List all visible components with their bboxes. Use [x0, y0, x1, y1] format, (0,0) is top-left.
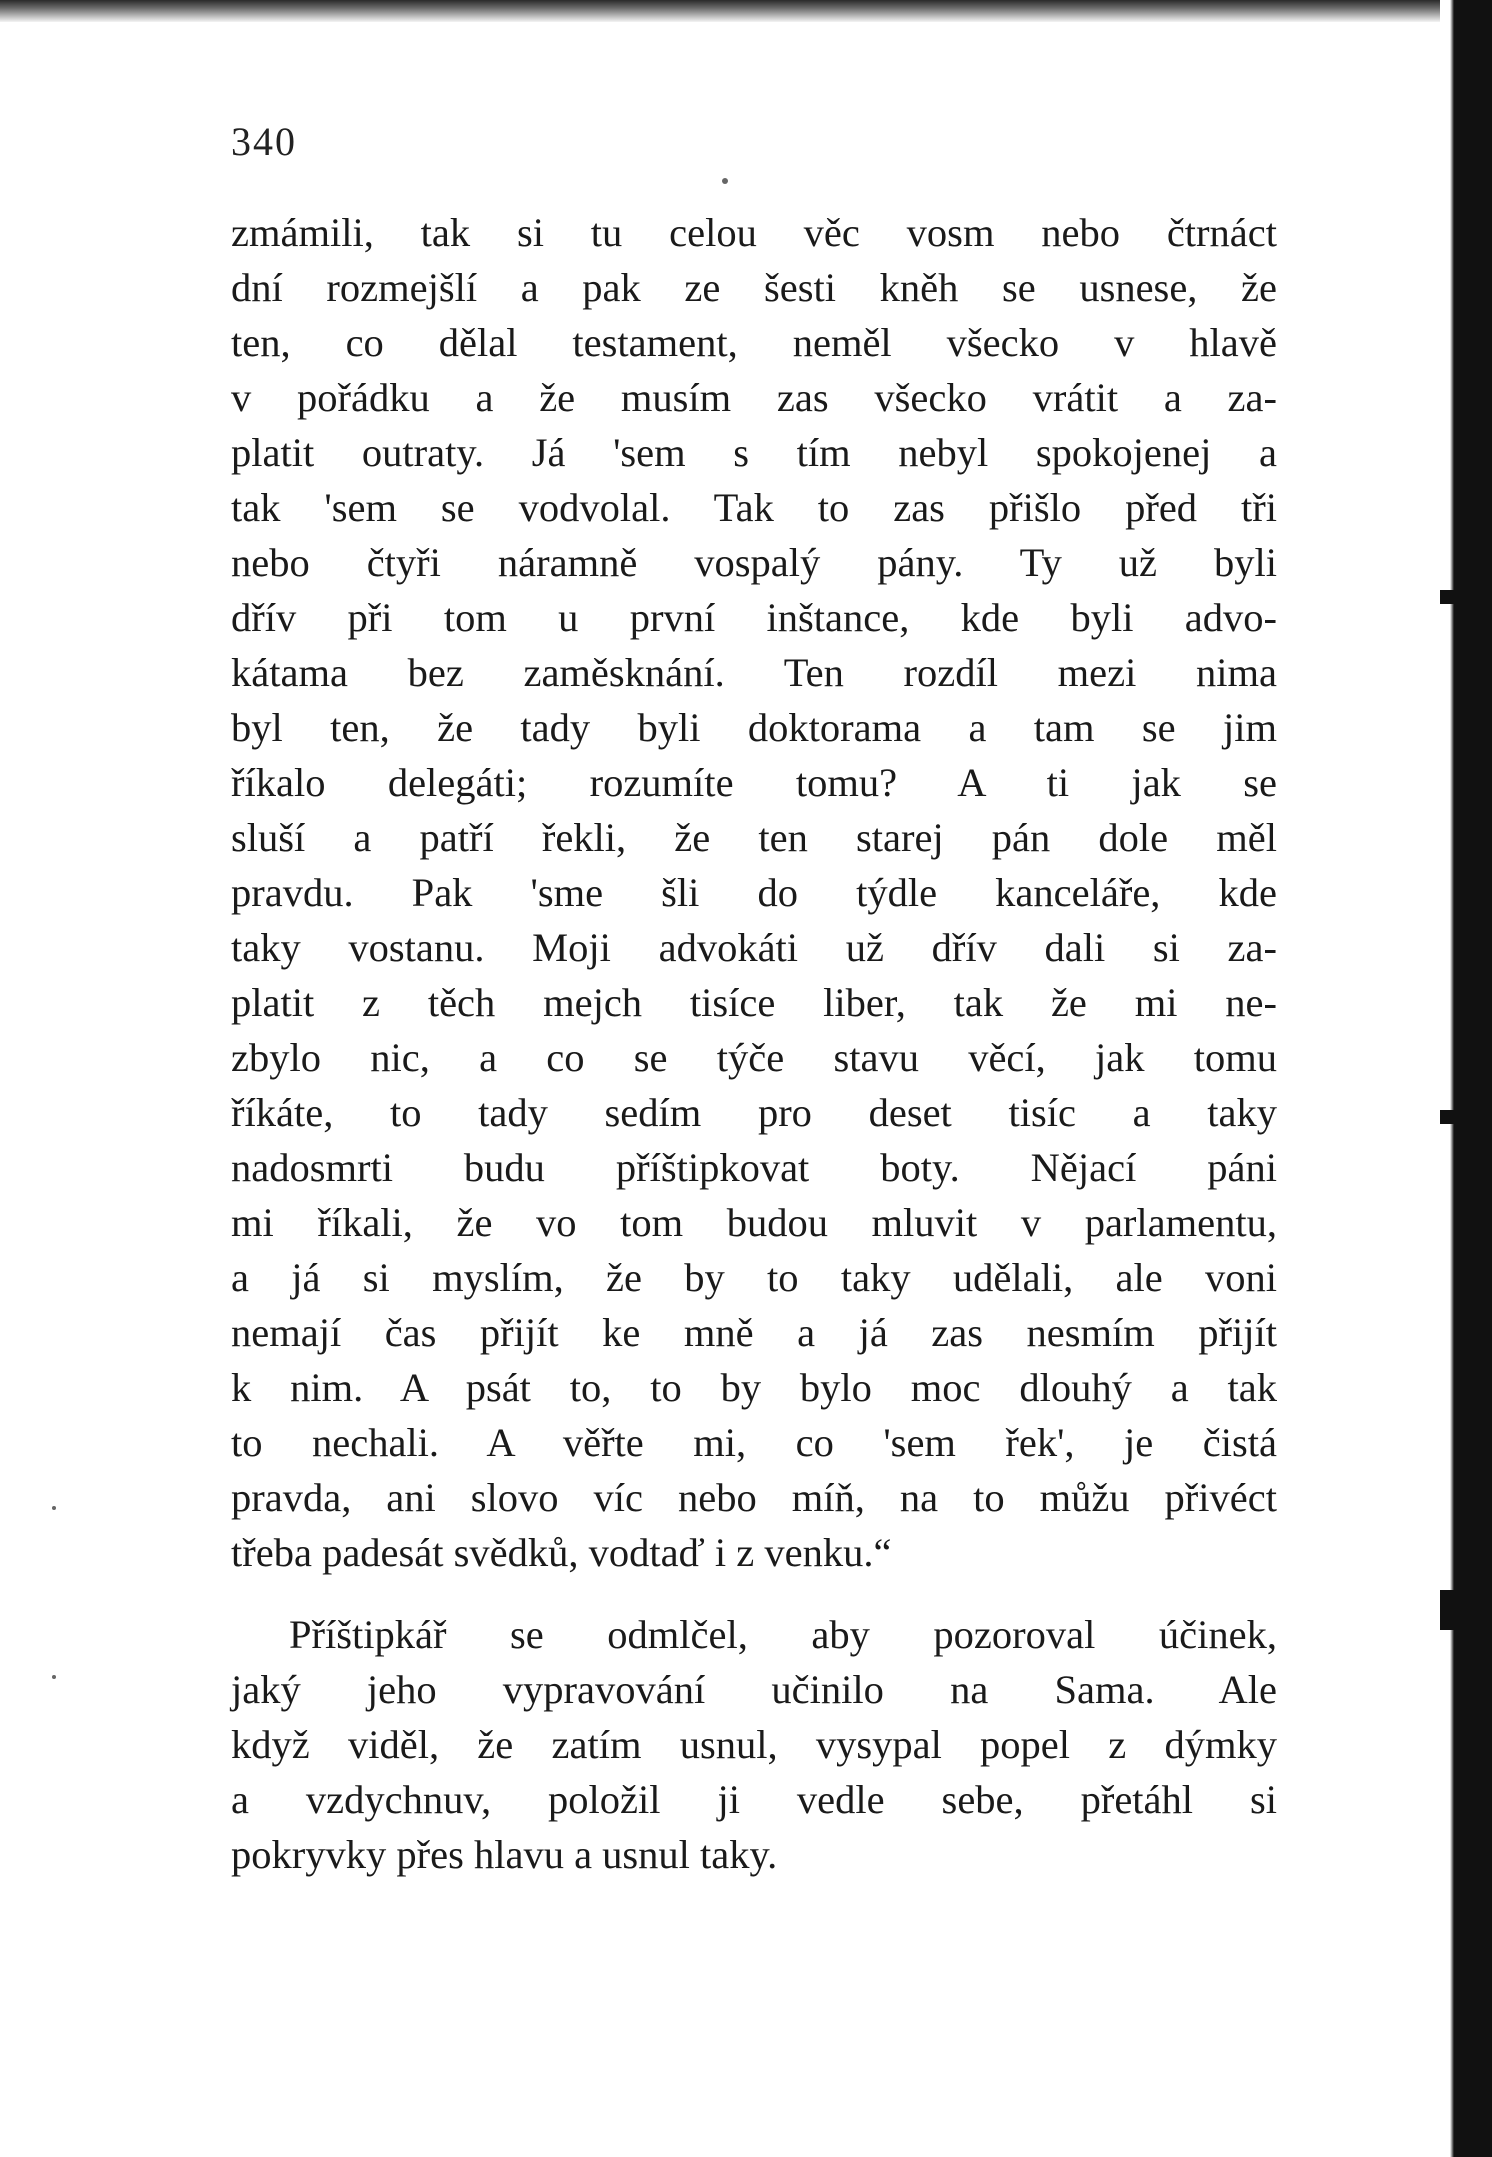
text-line: a já si myslím, že by to taky udělali, ale voni [231, 1255, 1277, 1300]
text-line: sluší a patří řekli, že ten starej pán dole měl [231, 815, 1277, 860]
text-line: nebo čtyři náramně vospalý pány. Ty už byli [231, 540, 1277, 585]
text-line: jaký jeho vypravování učinilo na Sama. Ale [231, 1667, 1277, 1712]
text-line: tak 'sem se vodvolal. Tak to zas přišlo před tři [231, 485, 1277, 530]
text-line: říkáte, to tady sedím pro deset tisíc a taky [231, 1090, 1277, 1135]
text-line: to nechali. A věřte mi, co 'sem řek', je čistá [231, 1420, 1277, 1465]
paragraph [231, 1607, 1277, 1882]
text-line: kátama bez zaměsknání. Ten rozdíl mezi nima [231, 650, 1277, 695]
scan-notch [1440, 590, 1456, 604]
text-line: pravdu. Pak 'sme šli do týdle kanceláře, kde [231, 870, 1277, 915]
scan-border-top [0, 0, 1440, 22]
scan-speck [52, 1506, 56, 1510]
text-line: platit outraty. Já 'sem s tím nebyl spokojenej a [231, 430, 1277, 475]
scan-border-right [1440, 0, 1492, 2157]
text-line: nadosmrti budu příštipkovat boty. Nějací páni [231, 1145, 1277, 1190]
text-line: taky vostanu. Moji advokáti už dřív dali si za- [231, 925, 1277, 970]
scan-notch [1440, 1110, 1456, 1124]
text-line: dní rozmejšlí a pak ze šesti kněh se usnese, že [231, 265, 1277, 310]
text-line: nemají čas přijít ke mně a já zas nesmím přijít [231, 1310, 1277, 1355]
text-line: byl ten, že tady byli doktorama a tam se jim [231, 705, 1277, 750]
paragraph [231, 205, 1277, 1580]
text-line: zbylo nic, a co se týče stavu věcí, jak tomu [231, 1035, 1277, 1080]
text-line: ten, co dělal testament, neměl všecko v hlavě [231, 320, 1277, 365]
text-line: zmámili, tak si tu celou věc vosm nebo čtrnáct [231, 210, 1277, 255]
page-number: 340 [231, 119, 297, 164]
text-line: pravda, ani slovo víc nebo míň, na to můžu přivéct [231, 1475, 1277, 1520]
text-line: mi říkali, že vo tom budou mluvit v parlamentu, [231, 1200, 1277, 1245]
text-line: Příštipkář se odmlčel, aby pozoroval účinek, [289, 1612, 1277, 1657]
text-line: v pořádku a že musím zas všecko vrátit a za- [231, 375, 1277, 420]
scan-speck [722, 178, 728, 184]
scan-speck [52, 1675, 56, 1679]
text-line: pokryvky přes hlavu a usnul taky. [231, 1832, 778, 1877]
text-line: dřív při tom u první inštance, kde byli advo- [231, 595, 1277, 640]
text-line: říkalo delegáti; rozumíte tomu? A ti jak se [231, 760, 1277, 805]
text-line: a vzdychnuv, položil ji vedle sebe, přetáhl si [231, 1777, 1277, 1822]
scan-notch [1440, 1590, 1456, 1630]
text-line: platit z těch mejch tisíce liber, tak že mi ne- [231, 980, 1277, 1025]
text-line: když viděl, že zatím usnul, vysypal popel z dýmky [231, 1722, 1277, 1767]
text-line: k nim. A psát to, to by bylo moc dlouhý a tak [231, 1365, 1277, 1410]
text-line: třeba padesát svědků, vodtaď i z venku.“ [231, 1530, 892, 1575]
